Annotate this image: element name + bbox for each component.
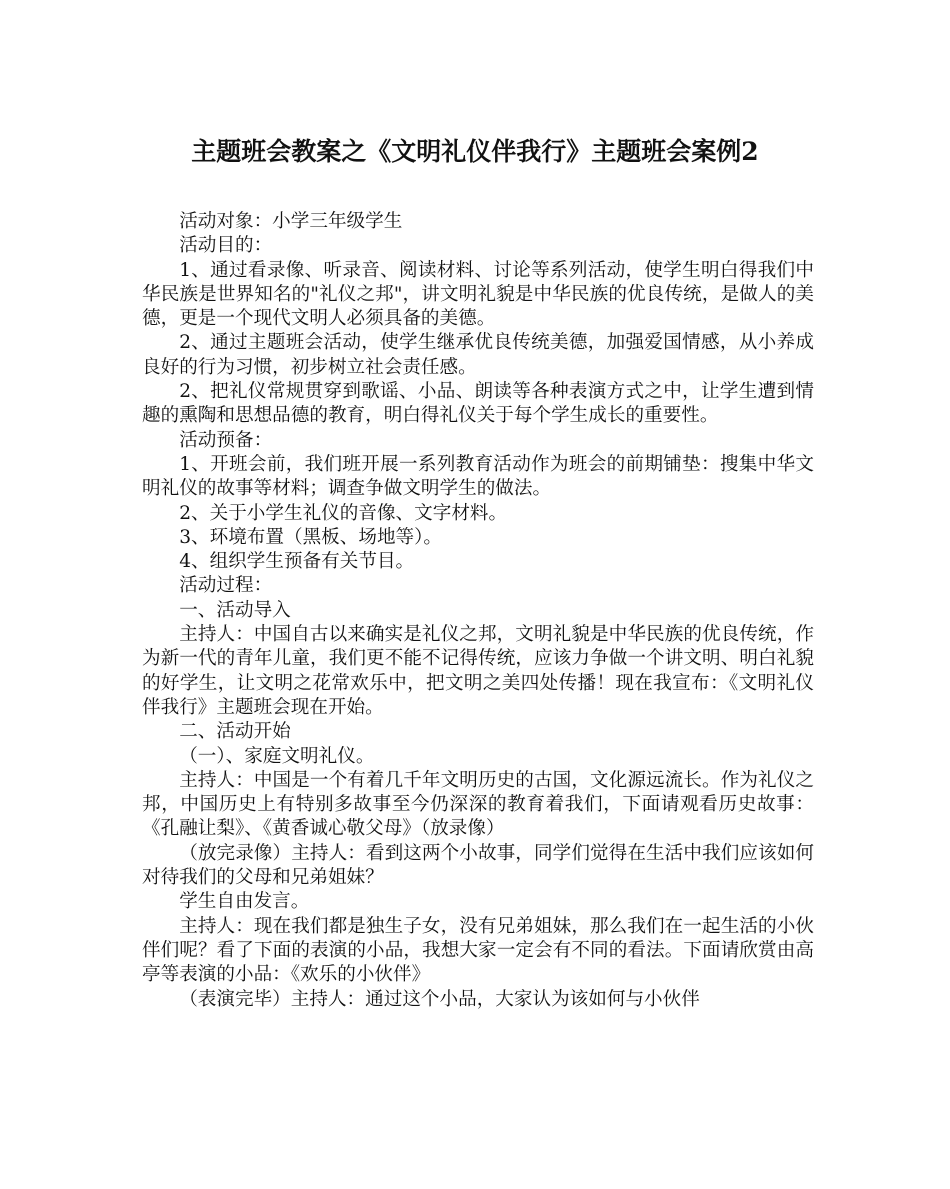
paragraph: 2、把礼仪常规贯穿到歌谣、小品、朗读等各种表演方式之中，让学生遭到情趣的熏陶和思想品德的教育，明白得礼仪关于每个学生成长的重要性。 (142, 381, 814, 427)
paragraph: 3、环境布置（黑板、场地等）。 (179, 526, 443, 548)
paragraph: 2、关于小学生礼仪的音像、文字材料。 (179, 502, 508, 524)
paragraph: （表演完毕）主持人：通过这个小品，大家认为该如何与小伙伴 (179, 988, 700, 1010)
paragraph: 1、开班会前，我们班开展一系列教育活动作为班会的前期铺垫：搜集中华文明礼仪的故事等材料；调查争做文明学生的做法。 (142, 453, 814, 500)
paragraph: 活动过程： (179, 575, 273, 597)
paragraph: 活动预备： (179, 429, 273, 451)
document-body (142, 210, 814, 1012)
paragraph: 活动目的： (179, 235, 273, 257)
paragraph: 一、活动导入 (179, 599, 291, 621)
paragraph: 主持人：中国自古以来确实是礼仪之邦，文明礼貌是中华民族的优良传统，作为新一代的青年儿童，我们更不能不记得传统，应该力争做一个讲文明、明白礼貌的好学生，让文明之花常欢乐中，把文明之美四处传播！现在我宣布：《文明礼仪伴我行》主题班会现在开始。 (142, 624, 814, 718)
paragraph: 二、活动开始 (179, 721, 291, 743)
paragraph: 主持人：中国是一个有着几千年文明历史的古国，文化源远流长。作为礼仪之邦，中国历史上有特别多故事至今仍深深的教育着我们，下面请观看历史故事：《孔融让梨》、《黄香诚心敬父母》（放录像） (142, 769, 814, 840)
document-title: 主题班会教案之《文明礼仪伴我行》主题班会案例2 (191, 137, 759, 166)
paragraph: （放完录像）主持人：看到这两个小故事，同学们觉得在生活中我们应该如何对待我们的父母和兄弟姐妹？ (142, 842, 814, 889)
paragraph: （一）、家庭文明礼仪。 (179, 745, 375, 767)
paragraph: 主持人：现在我们都是独生子女，没有兄弟姐妹，那么我们在一起生活的小伙伴们呢？看了下面的表演的小品，我想大家一定会有不同的看法。下面请欣赏由高亭等表演的小品：《欢乐的小伙伴》 (142, 915, 814, 986)
paragraph: 活动对象：小学三年级学生 (179, 211, 403, 232)
paragraph: 学生自由发言。 (179, 891, 310, 913)
paragraph: 1、通过看录像、听录音、阅读材料、讨论等系列活动，使学生明白得我们中华民族是世界知名的"礼仪之邦"，讲文明礼貌是中华民族的优良传统，是做人的美德，更是一个现代文明人必须具备的美德。 (142, 259, 814, 330)
paragraph: 2、通过主题班会活动，使学生继承优良传统美德，加强爱国情感，从小养成良好的行为习惯，初步树立社会责任感。 (142, 332, 814, 378)
paragraph: 4、组织学生预备有关节目。 (179, 551, 415, 573)
